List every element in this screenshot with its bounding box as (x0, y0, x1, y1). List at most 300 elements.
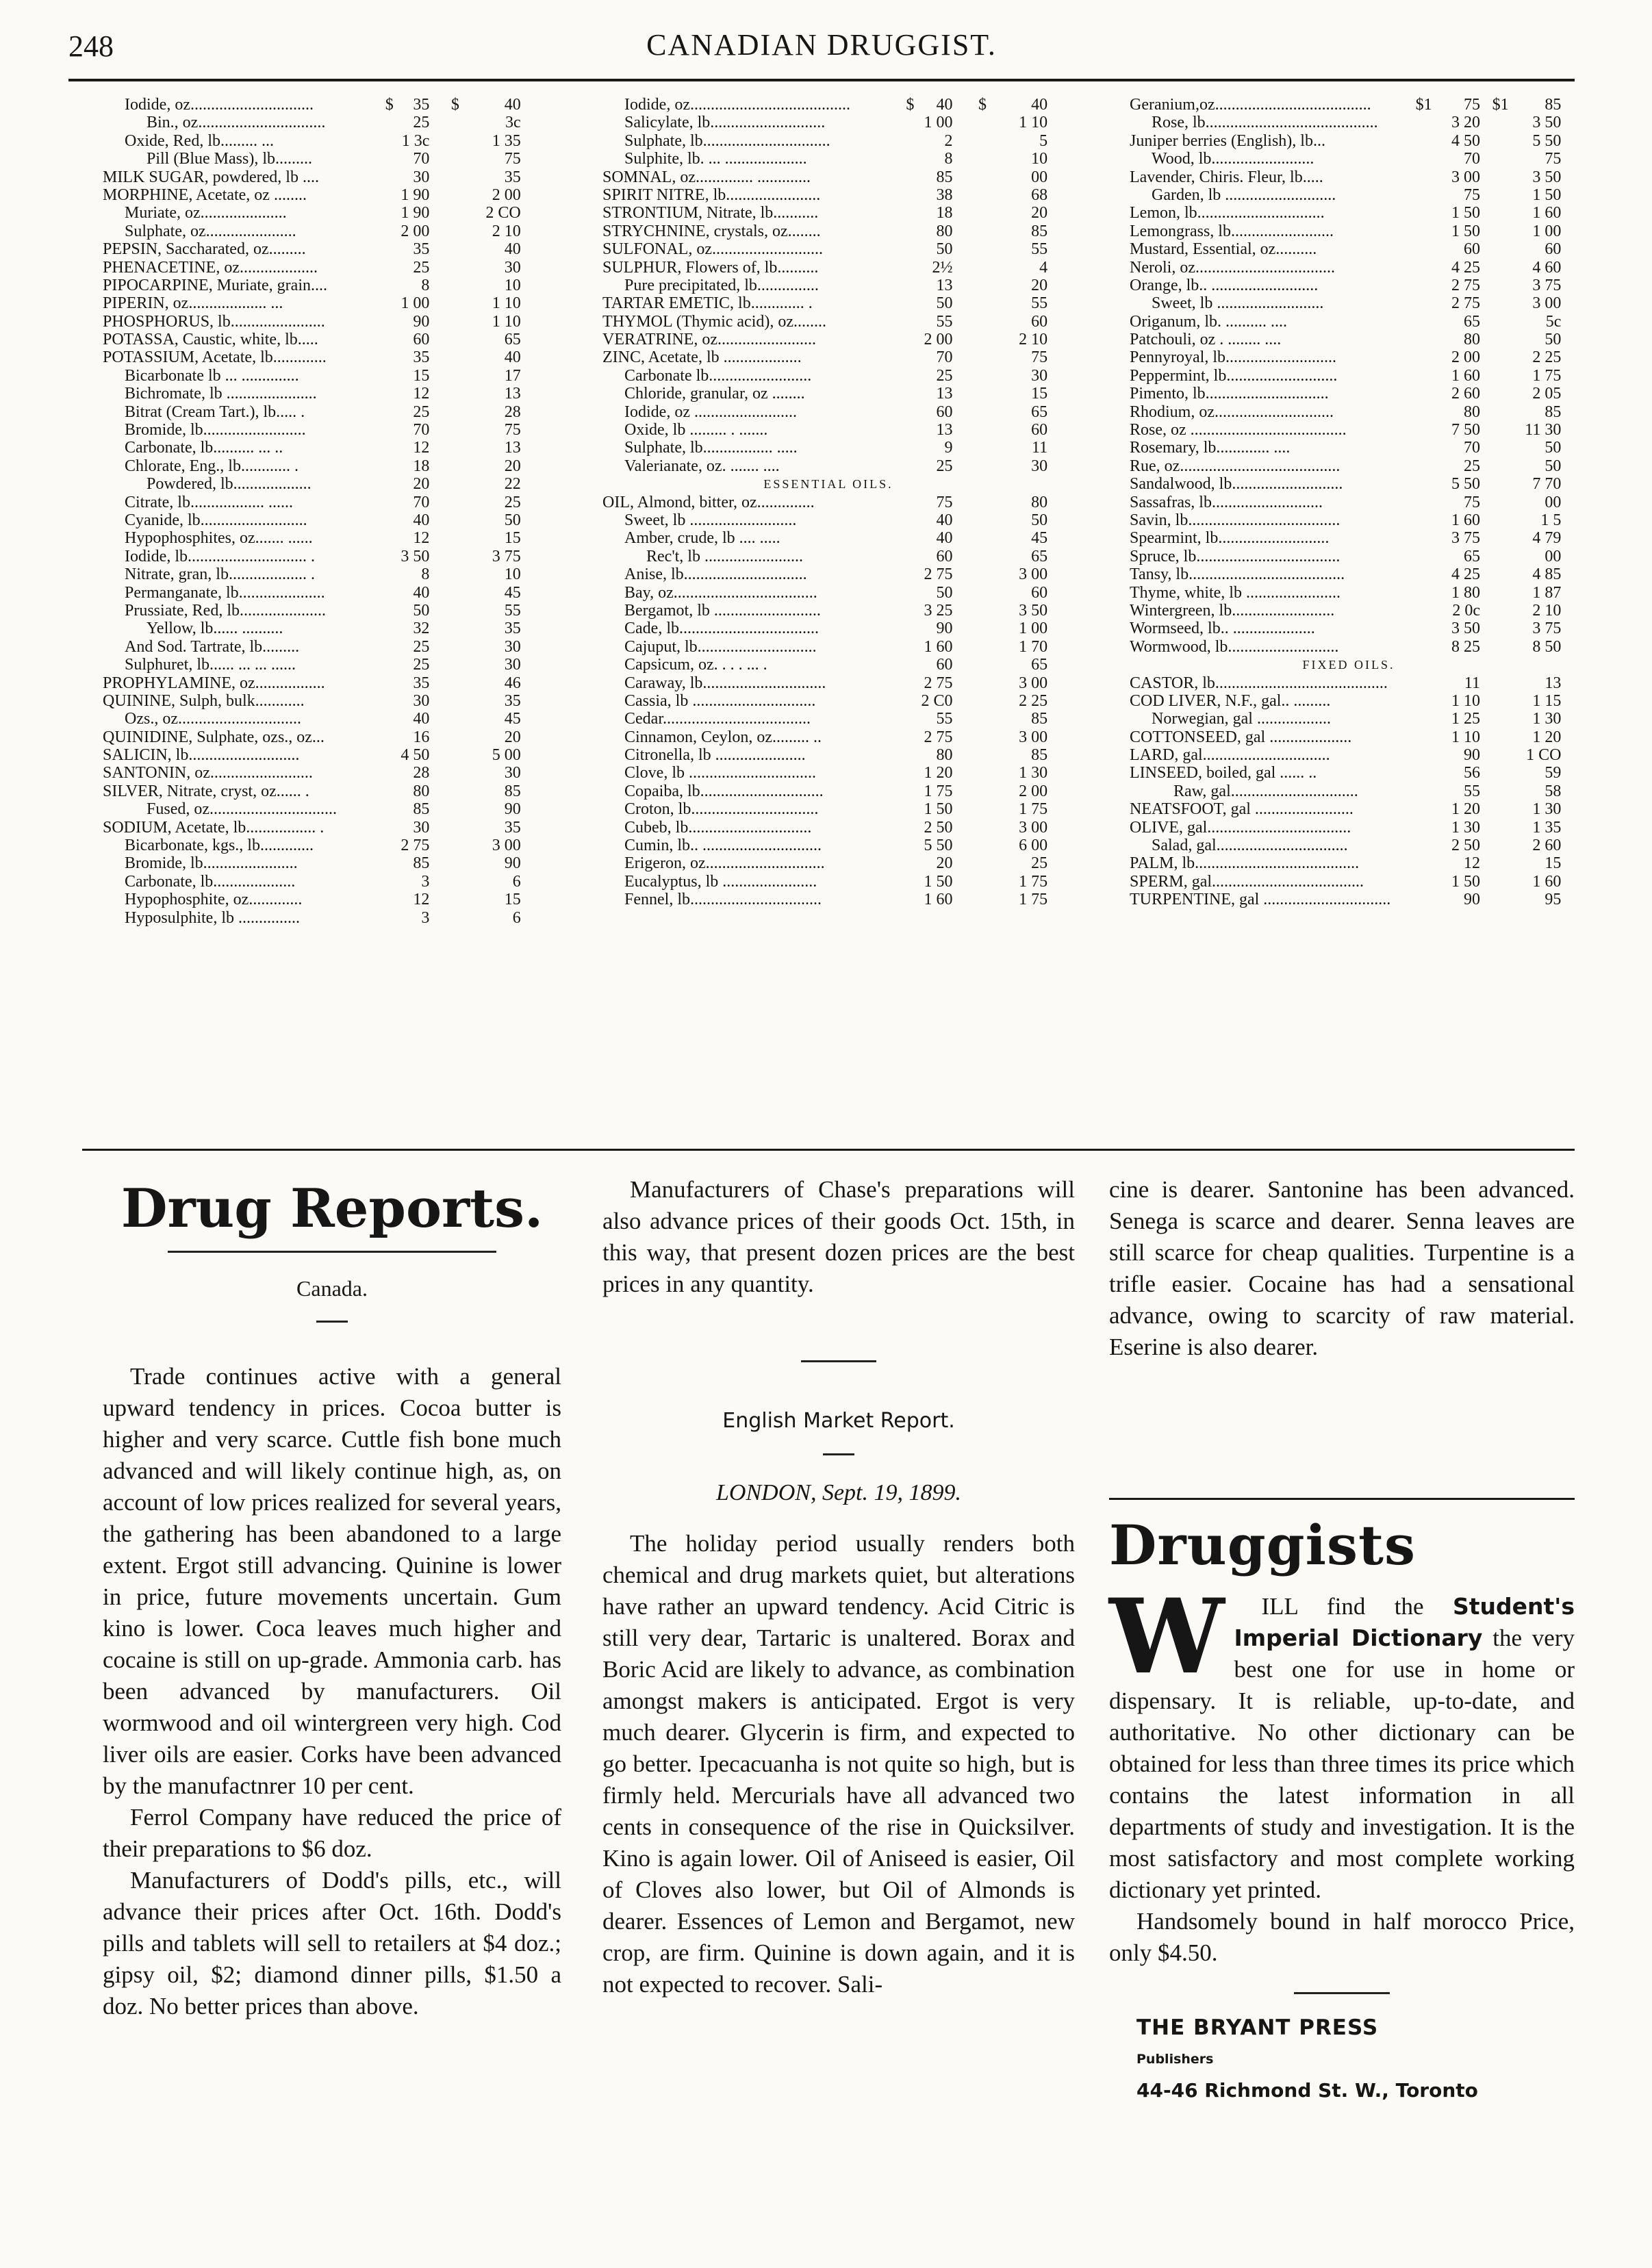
price-high: 1 30 (1019, 764, 1048, 782)
price-item-name: Bergamot, lb .......................... (624, 601, 821, 620)
price-item-name: Lemon, lb............................... (1130, 204, 1325, 222)
price-row (1130, 728, 1568, 746)
price-high: 60 (1031, 312, 1048, 331)
london-dateline: LONDON, Sept. 19, 1899. (716, 1480, 961, 1505)
price-row (103, 728, 527, 746)
price-item-name: Iodide, oz ......................... (624, 403, 797, 421)
price-high: 55 (1031, 294, 1048, 313)
price-row (602, 710, 1054, 728)
price-row (602, 638, 1054, 656)
price-row (1130, 240, 1568, 258)
price-row (602, 565, 1054, 583)
price-row (602, 656, 1054, 674)
price-item-name: Oxide, lb ......... . ....... (624, 421, 768, 439)
price-low: 60 (936, 656, 953, 674)
price-high: 1 75 (1019, 891, 1048, 909)
price-row (602, 277, 1054, 294)
price-row (602, 620, 1054, 637)
price-high: 40 (504, 96, 521, 114)
price-high: 3 75 (1532, 276, 1562, 294)
price-high: 85 (1031, 222, 1048, 240)
price-high: 65 (1031, 403, 1048, 421)
price-item-name: Norwegian, gal .................. (1152, 710, 1331, 728)
price-item-name: Rose, oz ...................................... (1130, 421, 1347, 439)
price-high: 1 60 (1532, 872, 1562, 891)
price-row (103, 439, 527, 457)
price-row (602, 854, 1054, 872)
price-item-name: Pennyroyal, lb........................... (1130, 348, 1336, 367)
price-low: 65 (1464, 547, 1480, 565)
price-item-name: Wormseed, lb.. .................... (1130, 620, 1315, 638)
price-item-name: Lavender, Chiris. Fleur, lb..... (1130, 168, 1323, 186)
dictionary-name: Student's Imperial Dictionary (1234, 1593, 1575, 1651)
price-row (103, 873, 527, 891)
price-item-name: Bicarbonate lb ... .............. (125, 366, 299, 385)
price-low: 4 25 (1451, 258, 1480, 277)
price-item-name: Citronella, lb ...................... (624, 746, 806, 765)
price-row (1130, 710, 1568, 728)
price-low: 40 (413, 583, 430, 602)
canada-heading: Canada. (296, 1276, 368, 1301)
price-item-name: Amber, crude, lb .... ..... (624, 529, 780, 548)
price-row (103, 656, 527, 674)
price-high: 4 85 (1532, 565, 1562, 584)
price-item-name: Origanum, lb. .......... .... (1130, 312, 1287, 331)
price-item-name: Pill (Blue Mass), lb......... (147, 150, 313, 168)
price-item-name: Bicarbonate, kgs., lb............. (125, 837, 314, 855)
price-high: 11 (1032, 439, 1048, 457)
price-row (1130, 548, 1568, 565)
price-high: 59 (1545, 764, 1562, 782)
price-item-name: SPERM, gal..................................... (1130, 872, 1364, 891)
price-low: 2 75 (1451, 276, 1480, 294)
price-low: 3 00 (1451, 168, 1480, 186)
price-row (602, 114, 1054, 131)
price-high: 1 10 (492, 294, 521, 313)
price-row (1130, 620, 1568, 637)
price-item-name: PIPERIN, oz................... ... (103, 294, 283, 313)
price-row (602, 222, 1054, 240)
price-item-name: TARTAR EMETIC, lb............. . (602, 294, 813, 313)
price-item-name: Garden, lb ........................... (1152, 186, 1336, 204)
price-row (602, 746, 1054, 764)
price-high: 60 (1031, 421, 1048, 439)
price-item-name: Bay, oz................................... (624, 583, 817, 602)
price-row (1130, 638, 1568, 656)
price-high: 1 75 (1019, 872, 1048, 891)
price-high: 00 (1545, 547, 1562, 565)
price-low: 3 75 (1451, 529, 1480, 548)
price-low: 1 10 (1451, 691, 1480, 710)
advertisement-copy: the very best one for use in home or dispensary. It is reliable, up-to-date, and authoritative. No other dictionary can be obtained for less than three times its price which contains the latest information in all departments of study and investigation. It is the most satisfactory and most complete working dictionary yet printed. (1109, 1624, 1575, 1903)
price-high: 5 (1039, 131, 1048, 150)
price-row (103, 584, 527, 602)
price-low: 50 (936, 583, 953, 602)
price-row (103, 367, 527, 385)
price-low: 90 (413, 312, 430, 331)
price-low: 1 3c (401, 131, 430, 150)
price-high: 50 (1545, 439, 1562, 457)
price-item-name: OLIVE, gal................................... (1130, 818, 1351, 837)
price-item-name: PHENACETINE, oz................... (103, 258, 318, 277)
price-item-name: Tansy, lb...................................... (1130, 565, 1345, 584)
price-high: 2 10 (492, 222, 521, 240)
price-high: 50 (1545, 331, 1562, 349)
price-high: 20 (1031, 276, 1048, 294)
price-high: 1 87 (1532, 583, 1562, 602)
price-low: 13 (936, 421, 953, 439)
drug-reports-column-3 (1109, 1174, 1575, 1363)
price-row (103, 150, 527, 168)
title-underline (168, 1251, 496, 1253)
price-low: 40 (936, 529, 953, 548)
dictionary-advertisement (1109, 1513, 1575, 2106)
price-row (103, 602, 527, 620)
price-item-name: Raw, gal............................... (1173, 782, 1358, 800)
price-row (1130, 186, 1568, 204)
price-item-name: Juniper berries (English), lb... (1130, 131, 1325, 150)
price-low: 1 60 (1451, 511, 1480, 529)
price-dollar-sign: $ (906, 96, 915, 114)
price-low: 75 (1464, 96, 1480, 114)
price-low: 50 (413, 601, 430, 620)
price-row (602, 782, 1054, 800)
price-row (103, 114, 527, 131)
price-section-heading: ESSENTIAL OILS. (763, 477, 893, 492)
price-row (103, 746, 527, 764)
price-low: 11 (1464, 674, 1480, 692)
price-high: 30 (1031, 457, 1048, 475)
price-low: 12 (1464, 854, 1480, 873)
price-item-name: Sandalwood, lb........................... (1130, 475, 1343, 494)
price-row (1130, 746, 1568, 764)
price-high: 85 (1545, 96, 1562, 114)
price-low: 1 10 (1451, 728, 1480, 746)
price-high: 28 (504, 403, 521, 421)
price-low: 8 25 (1451, 637, 1480, 656)
price-low: 70 (1464, 150, 1480, 168)
price-list-column-2 (602, 96, 1054, 909)
price-low: 30 (413, 818, 430, 837)
price-row (103, 475, 527, 493)
english-market-heading: English Market Report. (722, 1409, 955, 1433)
price-row (103, 529, 527, 547)
price-low: 70 (413, 493, 430, 511)
price-low: 2 50 (1451, 837, 1480, 855)
price-item-name: POTASSA, Caustic, white, lb..... (103, 331, 318, 349)
price-item-name: Bromide, lb....................... (125, 854, 298, 873)
price-row (602, 403, 1054, 421)
price-high: 40 (504, 348, 521, 367)
price-low: 2 50 (924, 818, 953, 837)
price-low: 32 (413, 620, 430, 638)
price-low: 9 (944, 439, 953, 457)
price-item-name: Cajuput, lb............................. (624, 637, 817, 656)
price-high: 13 (504, 385, 521, 403)
price-low: 1 80 (1451, 583, 1480, 602)
price-item-name: Sulphuret, lb...... ... ... ...... (125, 656, 296, 674)
price-row (602, 313, 1054, 331)
price-dollar-sign: $ (450, 96, 459, 114)
price-high: 35 (504, 691, 521, 710)
price-high: 3c (505, 114, 521, 132)
price-row (1130, 421, 1568, 439)
price-low: 65 (1464, 312, 1480, 331)
price-item-name: And Sod. Tartrate, lb......... (125, 637, 300, 656)
price-item-name: Hyposulphite, lb ............... (125, 908, 300, 927)
price-low: 18 (413, 457, 430, 475)
price-high: 85 (1031, 746, 1048, 765)
price-high: 20 (504, 457, 521, 475)
price-low: 50 (936, 240, 953, 259)
price-low: 75 (936, 493, 953, 511)
price-low: 28 (413, 764, 430, 782)
price-low: 1 30 (1451, 818, 1480, 837)
price-high: 8 50 (1532, 637, 1562, 656)
price-low: 1 00 (924, 114, 953, 132)
price-high: 7 70 (1532, 475, 1562, 494)
price-row (103, 638, 527, 656)
price-low: 80 (936, 746, 953, 765)
price-low: 30 (413, 168, 430, 186)
price-low: 60 (1464, 240, 1480, 259)
price-low: 90 (1464, 746, 1480, 765)
price-row (1130, 403, 1568, 421)
price-row (1130, 854, 1568, 872)
price-low: 2 00 (401, 222, 430, 240)
price-low: 13 (936, 276, 953, 294)
price-low: 1 25 (1451, 710, 1480, 728)
price-low: 85 (413, 800, 430, 819)
price-high: 1 10 (1019, 114, 1048, 132)
publisher-label: Publishers (1136, 2052, 1214, 2067)
page-number: 248 (68, 29, 114, 63)
price-low: 4 50 (1451, 131, 1480, 150)
price-item-name: SILVER, Nitrate, cryst, oz...... . (103, 782, 309, 800)
price-row (103, 222, 527, 240)
price-dollar-sign: $ (978, 96, 987, 114)
price-low: 35 (413, 240, 430, 259)
price-low: 80 (1464, 331, 1480, 349)
price-row (1130, 168, 1568, 186)
price-item-name: Geranium,oz...................................... (1130, 96, 1371, 114)
price-high: 2 00 (492, 186, 521, 204)
price-high: 4 60 (1532, 258, 1562, 277)
price-dollar-sign: $1 (1492, 96, 1509, 114)
price-high: 85 (1545, 403, 1562, 421)
price-row (103, 294, 527, 312)
price-low: 3 50 (401, 547, 430, 565)
price-low: 1 50 (924, 800, 953, 819)
price-low: 13 (936, 385, 953, 403)
price-row (602, 132, 1054, 150)
price-low: 25 (413, 637, 430, 656)
price-row (1130, 348, 1568, 366)
price-high: 15 (1031, 385, 1048, 403)
price-high: 1 30 (1532, 710, 1562, 728)
price-row (1130, 132, 1568, 150)
drop-cap-w: W (1109, 1577, 1225, 1697)
price-high: 90 (504, 800, 521, 819)
price-high: 90 (504, 854, 521, 873)
price-low: 20 (413, 475, 430, 494)
price-row (103, 457, 527, 475)
price-low: 60 (936, 403, 953, 421)
price-row (1130, 511, 1568, 529)
price-low: 1 50 (1451, 204, 1480, 222)
price-item-name: Wintergreen, lb......................... (1130, 601, 1335, 620)
price-dollar-sign: $ (385, 96, 394, 114)
price-high: 1 60 (1532, 204, 1562, 222)
price-row (602, 204, 1054, 222)
price-item-name: SULFONAL, oz........................... (602, 240, 823, 259)
price-high: 1 75 (1019, 800, 1048, 819)
price-high: 35 (504, 620, 521, 638)
price-low: 35 (413, 348, 430, 367)
price-item-name: STRONTIUM, Nitrate, lb........... (602, 204, 819, 222)
price-low: 75 (1464, 186, 1480, 204)
price-high: 1 CO (1526, 746, 1562, 765)
price-high: 3 50 (1019, 601, 1048, 620)
price-row (103, 891, 527, 908)
price-row (1130, 584, 1568, 602)
price-high: 68 (1031, 186, 1048, 204)
price-row (103, 240, 527, 258)
price-item-name: Sweet, lb .......................... (1152, 294, 1324, 313)
price-item-name: STRYCHNINE, crystals, oz........ (602, 222, 821, 240)
price-row (602, 584, 1054, 602)
price-high: 1 20 (1532, 728, 1562, 746)
price-item-name: Erigeron, oz............................. (624, 854, 825, 873)
price-row (1130, 331, 1568, 348)
price-item-name: COTTONSEED, gal .................... (1130, 728, 1352, 746)
price-low: 30 (413, 691, 430, 710)
price-item-name: Ozs., oz.............................. (125, 710, 301, 728)
price-item-name: Hypophosphites, oz....... ...... (125, 529, 313, 548)
price-high: 2 CO (485, 204, 521, 222)
price-low: 35 (413, 96, 430, 114)
price-item-name: Rec't, lb ........................ (646, 547, 803, 565)
running-head: CANADIAN DRUGGIST. (646, 28, 997, 62)
price-row (103, 277, 527, 294)
price-row (602, 168, 1054, 186)
price-row (1130, 529, 1568, 547)
price-high: 1 00 (1019, 620, 1048, 638)
price-low: 56 (1464, 764, 1480, 782)
price-item-name: Cinnamon, Ceylon, oz......... .. (624, 728, 822, 746)
price-item-name: SODIUM, Acetate, lb................. . (103, 818, 325, 837)
price-high: 10 (1031, 150, 1048, 168)
price-item-name: Nitrate, gran, lb................... . (125, 565, 315, 584)
price-low: 2 75 (924, 728, 953, 746)
price-row (1130, 150, 1568, 168)
price-high: 15 (504, 891, 521, 909)
price-high: 46 (504, 674, 521, 692)
price-item-name: Chlorate, Eng., lb............ . (125, 457, 298, 475)
price-high: 1 30 (1532, 800, 1562, 819)
price-row (103, 548, 527, 565)
price-high: 6 (512, 872, 521, 891)
lead-text: ILL find the (1261, 1593, 1453, 1620)
price-row (103, 168, 527, 186)
price-low: 2 00 (1451, 348, 1480, 367)
price-row (602, 385, 1054, 403)
price-item-name: Thyme, white, lb ....................... (1130, 583, 1340, 602)
price-low: 1 20 (924, 764, 953, 782)
price-high: 22 (504, 475, 521, 494)
price-row (602, 439, 1054, 457)
price-low: 90 (936, 620, 953, 638)
price-high: 75 (504, 150, 521, 168)
price-row (602, 891, 1054, 908)
price-low: 1 60 (924, 891, 953, 909)
price-low: 1 60 (924, 637, 953, 656)
price-low: 5 50 (924, 837, 953, 855)
price-high: 2 25 (1019, 691, 1048, 710)
price-item-name: Cyanide, lb.......................... (125, 511, 307, 529)
price-row (103, 259, 527, 277)
price-row (602, 150, 1054, 168)
price-row (602, 259, 1054, 277)
price-item-name: Salicylate, lb............................ (624, 114, 826, 132)
price-item-name: Sulphite, lb. ... .................... (624, 150, 807, 168)
price-row (1130, 674, 1568, 692)
price-row (1130, 313, 1568, 331)
price-row (103, 819, 527, 837)
price-row (602, 873, 1054, 891)
price-high: 10 (504, 276, 521, 294)
price-item-name: Wormwood, lb........................... (1130, 637, 1339, 656)
price-low: 25 (936, 366, 953, 385)
advertisement-top-rule (1109, 1498, 1575, 1500)
price-row (1130, 475, 1568, 493)
price-low: 25 (936, 457, 953, 475)
price-row (103, 620, 527, 637)
druggists-title: Druggists (1109, 1513, 1416, 1577)
price-item-name: CASTOR, lb.......................................... (1130, 674, 1388, 692)
price-low: 3 (421, 872, 430, 891)
page-header (68, 25, 1575, 66)
price-high: 15 (1545, 854, 1562, 873)
price-item-name: Oxide, Red, lb......... ... (125, 131, 274, 150)
price-high: 2 25 (1532, 348, 1562, 367)
price-low: 16 (413, 728, 430, 746)
price-item-name: Lemongrass, lb......................... (1130, 222, 1334, 240)
price-low: 70 (936, 348, 953, 367)
price-row (103, 782, 527, 800)
price-row (1130, 873, 1568, 891)
price-item-name: SALICIN, lb........................... (103, 746, 300, 765)
price-item-name: Anise, lb.............................. (624, 565, 807, 584)
price-low: 40 (413, 511, 430, 529)
price-item-name: MORPHINE, Acetate, oz ........ (103, 186, 307, 204)
price-row (103, 186, 527, 204)
price-row (1130, 782, 1568, 800)
price-row (1130, 439, 1568, 457)
price-list-column-3 (1130, 96, 1568, 909)
price-item-name: Caraway, lb.............................. (624, 674, 826, 692)
price-item-name: Permanganate, lb..................... (125, 583, 325, 602)
price-row (602, 548, 1054, 565)
price-high: 3 00 (492, 837, 521, 855)
price-item-name: Cassia, lb .............................. (624, 691, 816, 710)
price-item-name: Sulphate, lb................. ..... (624, 439, 798, 457)
price-low: 70 (413, 150, 430, 168)
price-high: 30 (504, 637, 521, 656)
price-high: 30 (504, 258, 521, 277)
price-row (602, 728, 1054, 746)
price-high: 2 10 (1019, 331, 1048, 349)
